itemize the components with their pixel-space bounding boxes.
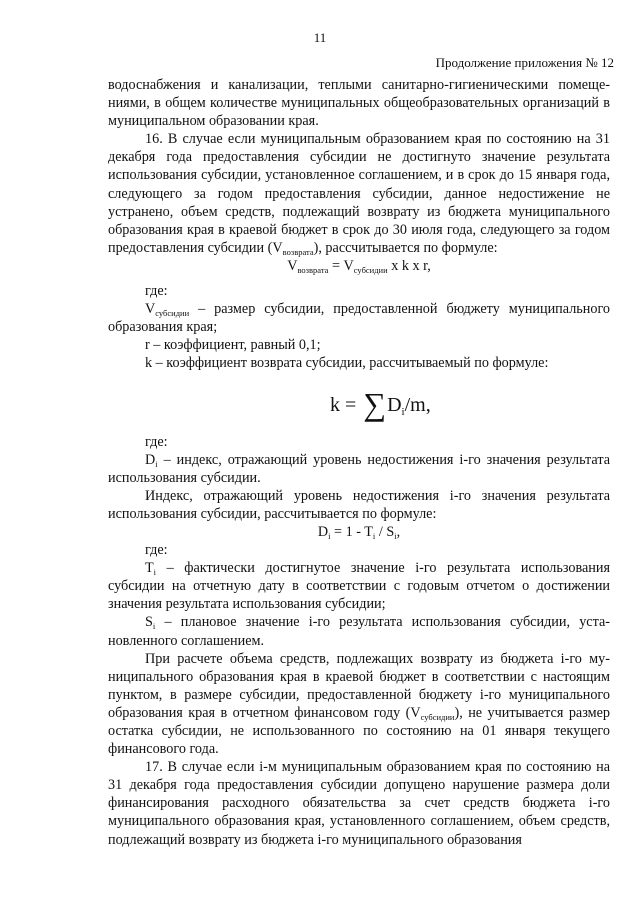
def-d-symbol: D bbox=[145, 451, 156, 468]
formula2-d-sub: i bbox=[401, 405, 405, 418]
calculation-paragraph bbox=[108, 650, 610, 759]
formula3-d: D bbox=[317, 523, 329, 540]
where-label-1 bbox=[108, 282, 610, 300]
formula1-v: V bbox=[287, 257, 298, 274]
definition-t bbox=[108, 559, 610, 613]
def-d-sub: i bbox=[155, 458, 158, 469]
where-3-text: где: bbox=[145, 542, 168, 559]
formula-index-d bbox=[108, 523, 610, 541]
paragraph-16-subscript: возврата bbox=[282, 246, 314, 257]
calc-para-sub: субсидии bbox=[420, 711, 455, 722]
calc-para-text: При расчете объема средств, подлежащих возврату из бюджета i-го муниципального образования края в краевой бюджет в соответствии с настоящим пунктом, в размере субсидии, предоставленной бюджету i-го муниципального образования края в отчетном финансовом году (V bbox=[108, 650, 610, 721]
definition-s bbox=[108, 613, 610, 649]
paragraph-16 bbox=[108, 130, 610, 257]
formula3-end: , bbox=[396, 523, 401, 540]
paragraph-continuation bbox=[108, 76, 610, 130]
paragraph-17-text: 17. В случае если i-м муниципальным образованием края по состоянию на 31 декабря года предоставления субсидии допущено нарушение размера доли финансирования расходного обязательства за счет средств бюджета i-го муниципального образования края, установленного соглашением, объем средств, подлежащий возврату из бюджета i-го муниципального образования bbox=[108, 759, 610, 848]
def-k-text: k – коэффициент возврата субсидии, рассчитываемый по формуле: bbox=[145, 355, 549, 372]
appendix-header: Продолжение приложения № 12 bbox=[435, 55, 614, 70]
calc-para-end: ), не учитывается размер остатка субсидии, не использованного по состоянию на 01 января текущего финансового года. bbox=[108, 704, 610, 758]
paragraph-16-end: ), рассчитывается по формуле: bbox=[313, 239, 498, 256]
def-t-text: – фактически достигнутое значение i-го результата использования субсидии на отчетную дату в соответствии с годовым отчетом о достижении значения результата использования субсидии; bbox=[108, 560, 610, 613]
document-body bbox=[108, 76, 610, 849]
sum-symbol: ∑ bbox=[363, 385, 387, 422]
definition-k bbox=[108, 354, 610, 372]
formula2-right: /m, bbox=[404, 393, 431, 416]
where-label-2 bbox=[108, 433, 610, 451]
formula2-left: k = bbox=[330, 393, 362, 416]
formula3-d-sub: i bbox=[328, 530, 331, 541]
index-paragraph-text: Индекс, отражающий уровень недостижения i-го значения результата использования субсидии, рассчитывается по формуле: bbox=[108, 487, 610, 522]
def-s-symbol: S bbox=[145, 614, 153, 631]
where-1-text: где: bbox=[145, 283, 168, 300]
def-r-text: r – коэффициент, равный 0,1; bbox=[145, 337, 321, 354]
index-paragraph bbox=[108, 487, 610, 523]
def-v-text: – размер субсидии, предоставленной бюджету муниципального образования края; bbox=[108, 301, 610, 336]
definition-v-subsidy bbox=[108, 300, 610, 336]
formula3-t-sub: i bbox=[372, 530, 376, 541]
page-number: 11 bbox=[313, 30, 327, 45]
def-t-symbol: T bbox=[145, 560, 154, 577]
def-v-sub: субсидии bbox=[155, 308, 190, 319]
where-label-3 bbox=[108, 541, 610, 559]
formula3-div: / S bbox=[375, 523, 395, 540]
formula1-rest: x k x r, bbox=[387, 257, 431, 274]
paragraph-16-text: 16. В случае если муниципальным образованием края по состоянию на 31 декабря года предоставления субсидии не достигнуто значение результата использования субсидии, установленное соглашением, и в срок до 15 января года, следующего за годом предоставления субсидии, данное недостижение не устранено, объем средств, подлежащий возврату из бюджета муниципального образования края в краевой бюджет в срок до 30 июля года, следующего за годом предоставления субсидии (V bbox=[108, 131, 610, 256]
formula3-s-sub: i bbox=[394, 530, 397, 541]
formula-k-coefficient bbox=[108, 385, 610, 423]
definition-d bbox=[108, 451, 610, 487]
formula3-mid: = 1 - T bbox=[330, 523, 373, 540]
def-s-sub: i bbox=[152, 621, 156, 632]
definition-r bbox=[108, 336, 610, 354]
paragraph-continuation-text: водоснабжения и канализации, теплыми санитарно-гигиеническими помещениями, в общем количестве муниципальных общеобразовательных организаций в муниципальном образовании края. bbox=[108, 77, 610, 130]
formula2-expression bbox=[330, 385, 431, 422]
def-t-sub: i bbox=[153, 567, 157, 578]
def-d-text: – индекс, отражающий уровень недостижения i-го значения результата использования субсидии. bbox=[108, 451, 610, 486]
def-v-symbol: V bbox=[145, 301, 156, 318]
where-2-text: где: bbox=[145, 433, 168, 450]
formula1-vs-sub: субсидии bbox=[353, 264, 388, 275]
formula2-d: D bbox=[387, 393, 402, 416]
def-s-text: – плановое значение i-го результата использования субсидии, установленного соглашением. bbox=[108, 614, 610, 649]
formula-return-volume bbox=[108, 257, 610, 275]
paragraph-17 bbox=[108, 758, 610, 848]
formula1-v-sub: возврата bbox=[297, 264, 329, 275]
formula1-eq: = V bbox=[328, 257, 354, 274]
